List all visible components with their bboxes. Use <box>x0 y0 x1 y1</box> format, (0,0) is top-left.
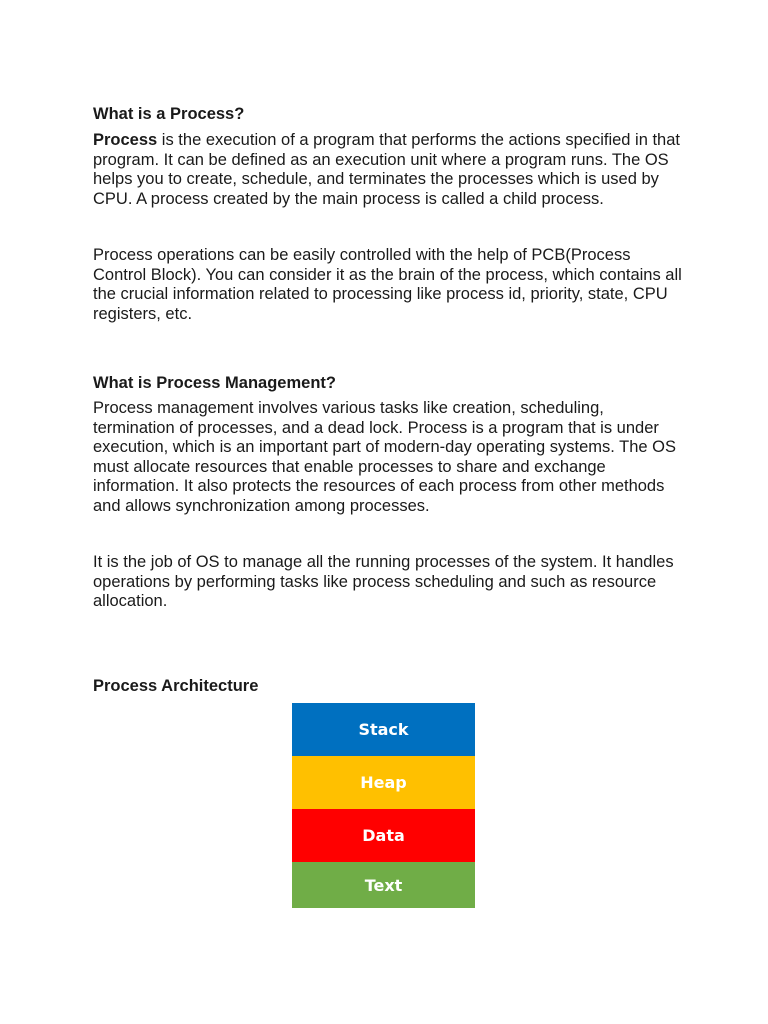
segment-label: Data <box>362 826 405 845</box>
segment-label: Heap <box>360 773 407 792</box>
paragraph-os-job: It is the job of OS to manage all the running processes of the system. It handles operations by performing tasks like process scheduling and such as resource allocation. <box>93 553 674 611</box>
segment-label: Stack <box>358 720 409 739</box>
heading-process-management: What is Process Management? <box>93 374 336 392</box>
segment-text <box>292 862 475 908</box>
segment-heap <box>292 756 475 809</box>
paragraph-text: is the execution of a program that performs the actions specified in that program. It can be defined as an execution unit where a program runs. The OS helps you to create, schedule, and terminates the processes which is used by CPU. A process created by the main process is called a child process. <box>93 131 680 208</box>
paragraph-process-definition <box>93 131 683 209</box>
paragraph-pcb: Process operations can be easily controlled with the help of PCB(Process Control Block). You can consider it as the brain of the process, which contains all the crucial information related to processing like process id, priority, state, CPU registers, etc. <box>93 246 682 323</box>
segment-stack <box>292 703 475 756</box>
segment-label: Text <box>364 875 403 895</box>
paragraph-process-management: Process management involves various tasks like creation, scheduling, termination of processes, and a dead lock. Process is a program that is under execution, which is an important part of modern-day operating systems. The OS must allocate resources that enable processes to share and exchange information. It also protects the resources of each process from other methods and allows synchronization among processes. <box>93 399 676 515</box>
heading-what-is-process: What is a Process? <box>93 105 245 123</box>
heading-process-architecture: Process Architecture <box>93 677 259 695</box>
bold-term-process: Process <box>93 131 158 149</box>
process-architecture-diagram <box>292 703 475 908</box>
segment-data <box>292 809 475 862</box>
